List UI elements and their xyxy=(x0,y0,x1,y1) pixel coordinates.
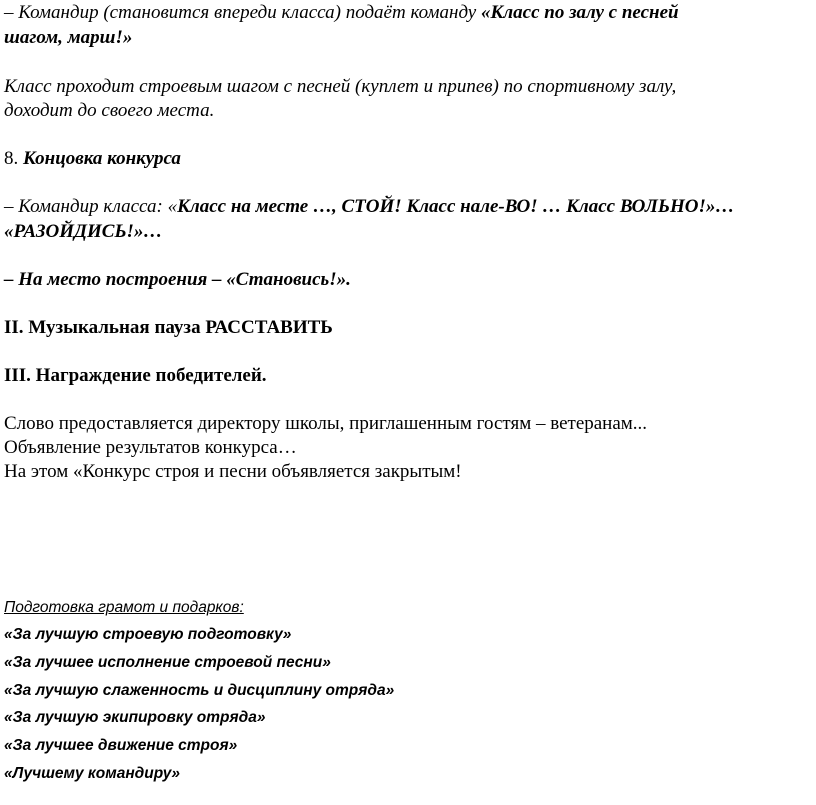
section-8-heading xyxy=(4,148,181,170)
award-item: «За лучшее исполнение строевой песни» xyxy=(4,654,331,671)
class-commander-prefix: – Командир класса: « xyxy=(4,196,178,217)
class-march-description-line-1: Класс проходит строевым шагом с песней (куплет и припев) по спортивному залу, xyxy=(4,76,677,97)
commander-command-line-1 xyxy=(4,2,679,24)
award-item: «За лучшую экипировку отряда» xyxy=(4,709,266,726)
section-8-number: 8. xyxy=(4,148,19,169)
march-command-continued: шагом, марш!» xyxy=(4,27,133,48)
class-commander-line-1 xyxy=(4,196,734,218)
commander-instruction: – Командир (становится впереди класса) подаёт команду xyxy=(4,2,481,23)
closing-line-1: Слово предоставляется директору школы, приглашенным гостям – ветеранам... xyxy=(4,413,648,434)
closing-line-2: Объявление результатов конкурса… xyxy=(4,437,297,458)
award-item: «За лучшее движение строя» xyxy=(4,737,238,754)
award-item: «За лучшую слаженность и дисциплину отряда» xyxy=(4,682,395,699)
formation-return-line: – На место построения – «Становись!». xyxy=(4,269,351,290)
dismiss-command: «РАЗОЙДИСЬ!»… xyxy=(4,221,163,242)
award-item: «Лучшему командиру» xyxy=(4,765,181,782)
section-ii-heading: II. Музыкальная пауза РАССТАВИТЬ xyxy=(4,317,333,338)
section-iii-heading: III. Награждение победителей. xyxy=(4,365,267,386)
section-8-title: Концовка конкурса xyxy=(23,148,181,169)
awards-heading: Подготовка грамот и подарков: xyxy=(4,599,244,616)
class-march-description-line-2: доходит до своего места. xyxy=(4,100,215,121)
award-item: «За лучшую строевую подготовку» xyxy=(4,626,292,643)
closing-line-3: На этом «Конкурс строя и песни объявляется закрытым! xyxy=(4,461,462,482)
halt-commands: Класс на месте …, СТОЙ! Класс нале-ВО! … Класс ВОЛЬНО!»… xyxy=(177,196,735,217)
march-command: «Класс по залу с песней xyxy=(481,2,679,23)
